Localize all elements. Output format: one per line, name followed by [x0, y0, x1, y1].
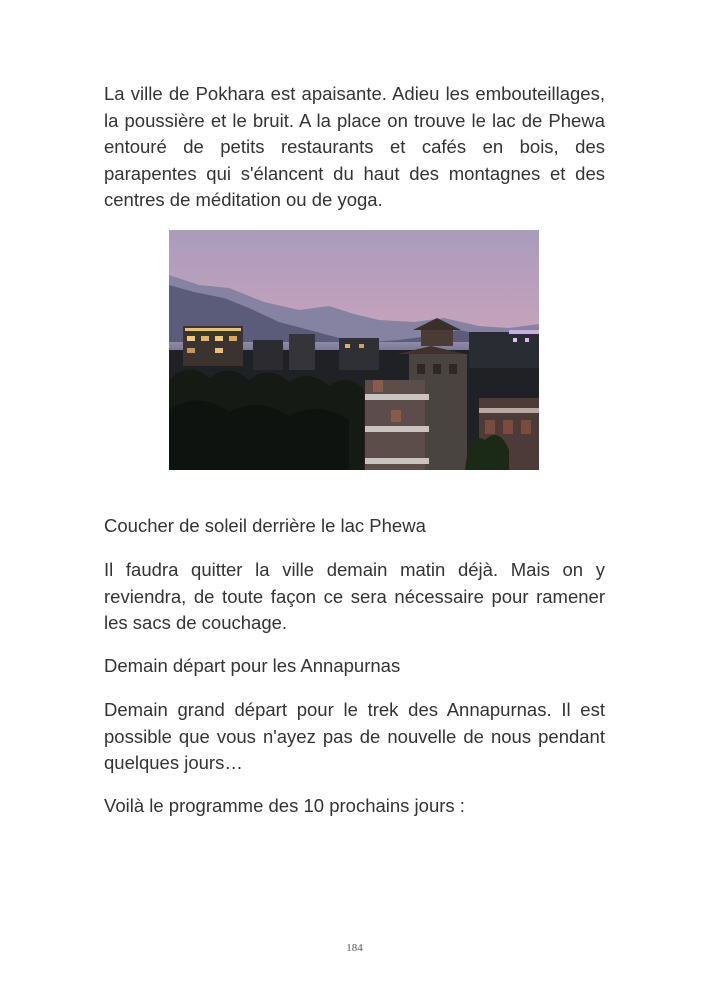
sunset-photo	[169, 230, 539, 470]
photo-caption: Coucher de soleil derrière le lac Phewa	[104, 515, 426, 536]
paragraph-pokhara-intro: La ville de Pokhara est apaisante. Adieu les embouteillages, la poussière et le bruit. A la place on trouve le lac de Phewa entouré de petits restaurants et cafés en bois, des parapentes qui s'élancent du haut des montagnes et des centres de méditation ou de yoga.	[104, 83, 605, 210]
section-heading-annapurnas: Demain départ pour les Annapurnas	[104, 655, 401, 676]
paragraph-program-intro: Voilà le programme des 10 prochains jours :	[104, 795, 465, 816]
page-number: 184	[346, 942, 363, 954]
paragraph-trek-departure: Demain grand départ pour le trek des Annapurnas. Il est possible que vous n'ayez pas de nouvelle de nous pendant quelques jours…	[104, 699, 605, 773]
paragraph-leave-city: Il faudra quitter la ville demain matin déjà. Mais on y reviendra, de toute façon ce sera nécessaire pour ramener les sacs de couchage.	[104, 559, 605, 633]
